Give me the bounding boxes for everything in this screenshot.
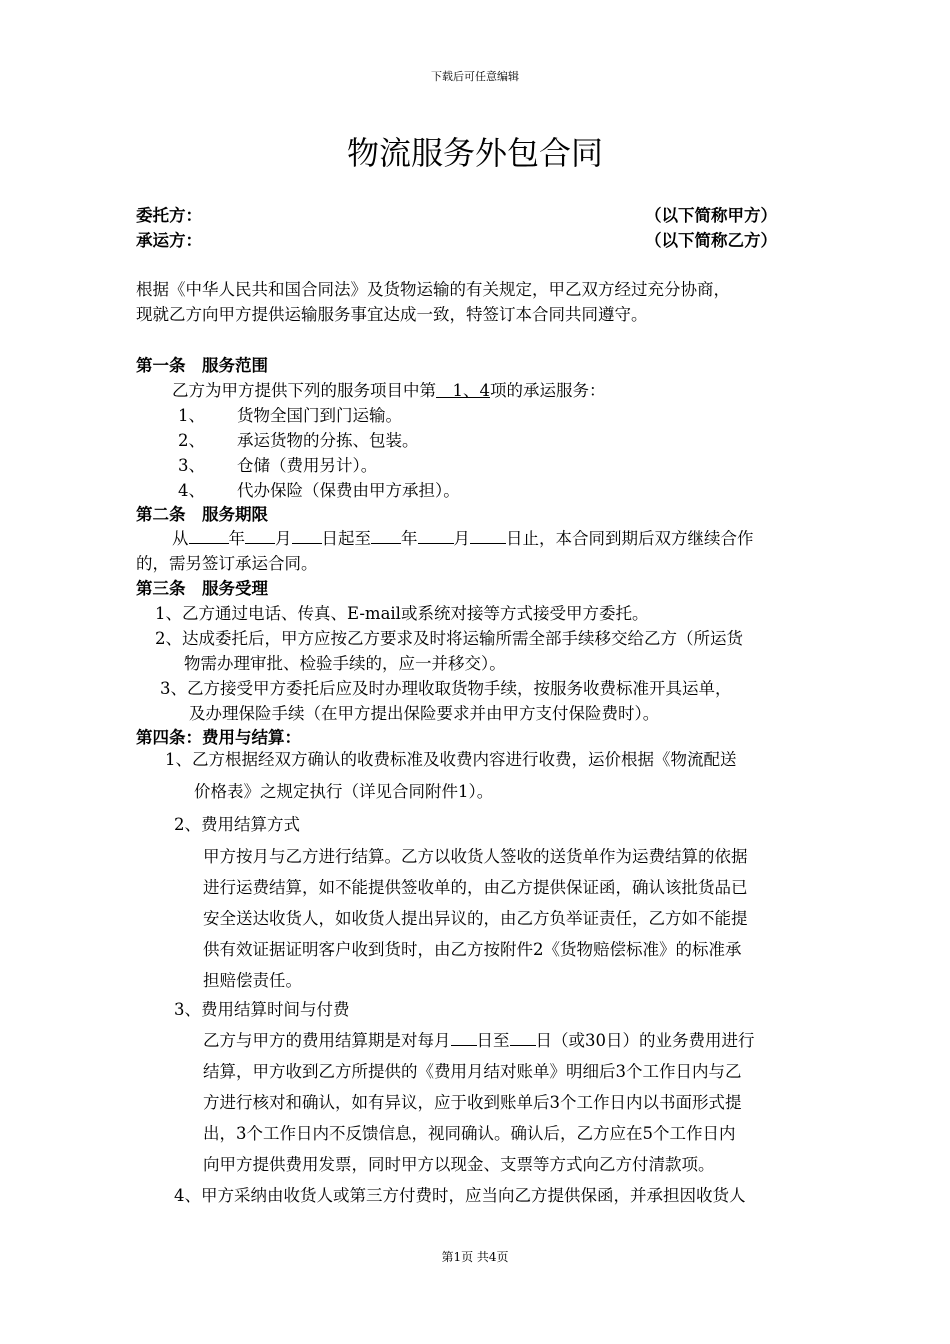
- term-day-from: 日起至: [321, 529, 371, 548]
- article1-heading: 第一条 服务范围: [136, 356, 268, 375]
- article4-s4-line: 4、甲方采纳由收货人或第三方付费时，应当向乙方提供保函，并承担因收货人: [174, 1186, 746, 1205]
- term-month-end: 月: [453, 529, 470, 548]
- blank-settle-day-start[interactable]: [451, 1031, 477, 1046]
- article1-intro: [172, 377, 606, 401]
- article1-item-text: 承运货物的分拣、包装。: [237, 431, 419, 450]
- article1-item-num: 4、: [178, 481, 205, 500]
- blank-year-end[interactable]: [371, 529, 401, 544]
- article4-s2-line: 担赔偿责任。: [203, 971, 302, 990]
- article1-item-text: 仓储（费用另计）。: [237, 456, 378, 475]
- article1-intro-prefix: 乙方为甲方提供下列的服务项目中第: [172, 381, 436, 400]
- article2-heading: 第二条 服务期限: [136, 505, 268, 524]
- article1-item-num: 3、: [178, 456, 205, 475]
- s3-text-c: 日（或30日）的业务费用进行: [535, 1031, 755, 1050]
- article3-line: 3、乙方接受甲方委托后应及时办理收取货物手续，按服务收费标准开具运单，: [160, 679, 732, 698]
- term-from: 从: [172, 529, 189, 548]
- article1-intro-items: 1、4: [436, 381, 490, 400]
- article4-s2-title: 2、费用结算方式: [174, 815, 300, 834]
- article4-s3-line: 出，3个工作日内不反馈信息，视同确认。确认后，乙方应在5个工作日内: [203, 1124, 736, 1143]
- blank-month-start[interactable]: [245, 529, 275, 544]
- page-footer: 第1页 共4页: [441, 1250, 509, 1264]
- article4-p1-line: 价格表》之规定执行（详见合同附件1）。: [194, 782, 494, 801]
- article1-intro-suffix: 项的承运服务：: [490, 381, 606, 400]
- s3-text-b: 日至: [476, 1031, 510, 1050]
- blank-year-start[interactable]: [189, 529, 229, 544]
- term-year-end: 年: [401, 529, 418, 548]
- article4-s3-line: 结算，甲方收到乙方所提供的《费用月结对账单》明细后3个工作日内与乙: [203, 1062, 742, 1081]
- s3-text-a: 乙方与甲方的费用结算期是对每月: [203, 1031, 451, 1050]
- article2-term-line: [172, 525, 754, 549]
- article3-line: 及办理保险手续（在甲方提出保险要求并由甲方支付保险费时）。: [189, 704, 660, 723]
- preamble-line: 现就乙方向甲方提供运输服务事宜达成一致，特签订本合同共同遵守。: [136, 305, 648, 324]
- article4-s3-line: 方进行核对和确认，如有异议，应于收到账单后3个工作日内以书面形式提: [203, 1093, 742, 1112]
- blank-day-end[interactable]: [470, 529, 506, 544]
- article4-s2-line: 供有效证据证明客户收到货时，由乙方按附件2《货物赔偿标准》的标准承: [203, 940, 742, 959]
- article4-p1-line: 1、乙方根据经双方确认的收费标准及收费内容进行收费，运价根据《物流配送: [165, 750, 737, 769]
- article1-item-num: 1、: [178, 406, 205, 425]
- party-b-note: （以下简称乙方）: [645, 231, 777, 250]
- article4-s3-line: [203, 1027, 755, 1051]
- article4-s3-line: 向甲方提供费用发票，同时甲方以现金、支票等方式向乙方付清款项。: [203, 1155, 715, 1174]
- article2-line2: 的，需另签订承运合同。: [136, 554, 318, 573]
- term-year: 年: [228, 529, 245, 548]
- article1-item-num: 2、: [178, 431, 205, 450]
- term-day-end: 日止，本合同到期后双方继续合作: [506, 529, 754, 548]
- term-month: 月: [275, 529, 292, 548]
- article1-item-text: 货物全国门到门运输。: [237, 406, 402, 425]
- document-title: 物流服务外包合同: [346, 134, 603, 172]
- article3-line: 物需办理审批、检验手续的，应一并移交）。: [184, 654, 506, 673]
- party-a-label: 委托方：: [136, 206, 202, 225]
- blank-day-start[interactable]: [292, 529, 322, 544]
- article4-s2-line: 安全送达收货人，如收货人提出异议的，由乙方负举证责任，乙方如不能提: [203, 909, 748, 928]
- article1-item-text: 代办保险（保费由甲方承担）。: [237, 481, 460, 500]
- header-note: 下载后可任意编辑: [431, 70, 519, 83]
- blank-month-end[interactable]: [418, 529, 454, 544]
- article4-heading: 第四条：费用与结算：: [136, 728, 301, 747]
- blank-settle-day-end[interactable]: [510, 1031, 536, 1046]
- article3-line: 2、达成委托后，甲方应按乙方要求及时将运输所需全部手续移交给乙方（所运货: [155, 629, 743, 648]
- article3-line: 1、乙方通过电话、传真、E-mail或系统对接等方式接受甲方委托。: [155, 604, 649, 623]
- preamble-line: 根据《中华人民共和国合同法》及货物运输的有关规定，甲乙双方经过充分协商，: [136, 280, 730, 299]
- article4-s2-line: 甲方按月与乙方进行结算。乙方以收货人签收的送货单作为运费结算的依据: [203, 847, 748, 866]
- article3-heading: 第三条 服务受理: [136, 579, 268, 598]
- article4-s3-title: 3、费用结算时间与付费: [174, 1000, 350, 1019]
- article4-s2-line: 进行运费结算，如不能提供签收单的，由乙方提供保证函，确认该批货品已: [203, 878, 748, 897]
- party-a-note: （以下简称甲方）: [645, 206, 777, 225]
- party-b-label: 承运方：: [136, 231, 202, 250]
